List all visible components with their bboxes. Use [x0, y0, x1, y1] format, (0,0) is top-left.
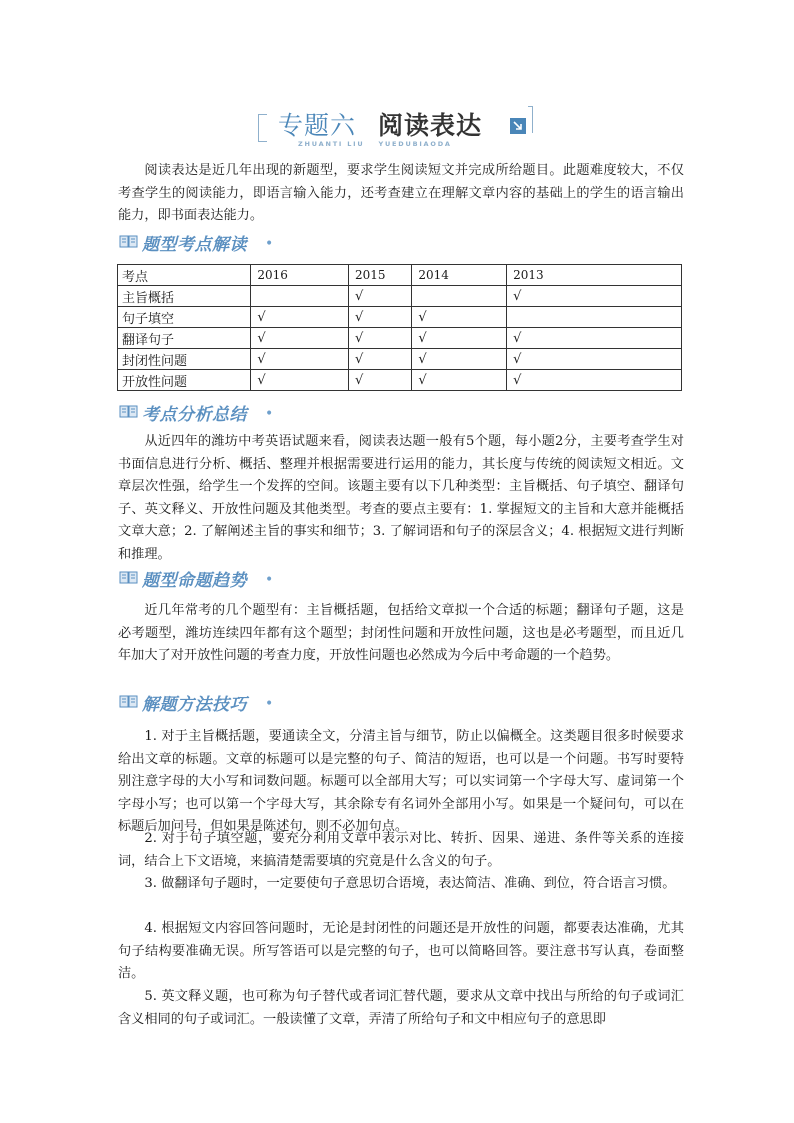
table-check-cell: √: [507, 328, 682, 349]
table-check-cell: √: [251, 328, 349, 349]
dot-icon: •: [265, 696, 274, 712]
method-paragraph-3: 3. 做翻译句子题时，一定要使句子意思切合语境，表达简洁、准确、到位，符合语言习惯。: [144, 876, 676, 891]
analysis-paragraph: 从近四年的潍坊中考英语试题来看，阅读表达题一般有5个题，每小题2分，主要考查学生对书面信息进行分析、概括、整理并根据需要进行运用的能力，其长度与传统的阅读短文相近。文章层次性强，给学生一个发挥的空间。该题主要有以下几种类型：主旨概括、句子填空、翻译句子、英文释义、开放性问题及其他类型。考查的要点主要有：1. 掌握短文的主旨和大意并能概括文章大意；2. 了解阐述主旨的事实和细节；3. 了解词语和句子的深层含义；4. 根据短文进行判断和推理。: [118, 434, 684, 562]
book-icon: [119, 234, 139, 250]
table-check-cell: √: [412, 328, 507, 349]
table-check-cell: √: [507, 286, 682, 307]
table-row-label: 开放性问题: [118, 370, 251, 391]
table-check-cell: [412, 286, 507, 307]
table-check-cell: [507, 307, 682, 328]
pinyin-2: YUEDUBIAODA: [378, 140, 452, 148]
table-check-cell: √: [349, 286, 412, 307]
table-check-cell: √: [251, 349, 349, 370]
arrow-icon: [510, 118, 526, 134]
table-check-cell: √: [507, 349, 682, 370]
table-check-cell: √: [349, 307, 412, 328]
table-header-cell: 2015: [349, 265, 412, 286]
table-check-cell: √: [251, 370, 349, 391]
book-icon: [119, 570, 139, 586]
section-title: 题型考点解读: [142, 235, 247, 255]
method-paragraph-5: 5. 英文释义题，也可称为句子替代或者词汇替代题，要求从文章中找出与所给的句子或词汇含义相同的句子或词汇。一般读懂了文章，弄清了所给句子和文中相应句子的意思即: [118, 989, 684, 1027]
trend-paragraph: 近几年常考的几个题型有：主旨概括题，包括给文章拟一个合适的标题；翻译句子题，这是必考题型，潍坊连续四年都有这个题型；封闭性问题和开放性问题，这也是必考题型，而且近几年加大了对开放性问题的考查力度，开放性问题也必然成为今后中考命题的一个趋势。: [118, 603, 684, 664]
table-row-label: 句子填空: [118, 307, 251, 328]
title-banner: [258, 104, 538, 152]
table-row: [118, 349, 682, 370]
book-icon: [119, 694, 139, 710]
title-frame-left: [258, 114, 267, 142]
page-title: [278, 106, 482, 142]
table-check-cell: √: [349, 370, 412, 391]
table-check-cell: √: [412, 370, 507, 391]
dot-icon: •: [265, 236, 274, 252]
table-row-label: 封闭性问题: [118, 349, 251, 370]
table-row-label: 主旨概括: [118, 286, 251, 307]
table-header-row: [118, 265, 682, 286]
table-check-cell: √: [251, 307, 349, 328]
section-heading-2: [119, 400, 279, 424]
exam-points-table: [117, 264, 682, 391]
title-pinyin: [298, 140, 466, 148]
intro-paragraph: 阅读表达是近几年出现的新题型，要求学生阅读短文并完成所给题目。此题难度较大，不仅考查学生的阅读能力，即语言输入能力，还考查建立在理解文章内容的基础上的学生的语言输出能力，即书面表达能力。: [118, 163, 684, 224]
table-row: [118, 286, 682, 307]
section-title: 考点分析总结: [142, 405, 247, 425]
section-heading-3: [119, 566, 279, 590]
table-row: [118, 370, 682, 391]
title-topic-name: 阅读表达: [378, 111, 483, 140]
dot-icon: •: [265, 572, 274, 588]
section-title: 题型命题趋势: [142, 571, 247, 591]
table-check-cell: √: [349, 349, 412, 370]
table-check-cell: √: [412, 349, 507, 370]
book-icon: [119, 404, 139, 420]
table-check-cell: [251, 286, 349, 307]
table-check-cell: √: [507, 370, 682, 391]
table-header-cell: 2014: [412, 265, 507, 286]
table-row: [118, 307, 682, 328]
title-frame-right: [528, 106, 533, 133]
table-check-cell: √: [412, 307, 507, 328]
table-check-cell: √: [349, 328, 412, 349]
table-row-label: 翻译句子: [118, 328, 251, 349]
title-topic-number: 专题六: [278, 111, 357, 140]
section-heading-4: [119, 690, 279, 714]
method-paragraph-4: 4. 根据短文内容回答问题时，无论是封闭性的问题还是开放性的问题，都要表达准确，尤其句子结构要准确无误。所写答语可以是完整的句子，也可以简略回答。要注意书写认真，卷面整洁。: [118, 921, 684, 982]
table-header-cell: 2013: [507, 265, 682, 286]
section-title: 解题方法技巧: [142, 695, 247, 715]
table-row: [118, 328, 682, 349]
section-heading-1: [119, 230, 279, 254]
method-paragraph-2: 2. 对于句子填空题，要充分利用文章中表示对比、转折、因果、递进、条件等关系的连接词，结合上下文语境，来搞清楚需要填的究竟是什么含义的句子。: [118, 831, 684, 869]
dot-icon: •: [265, 406, 274, 422]
table-header-cell: 考点: [118, 265, 251, 286]
pinyin-1: ZHUANTI LIU: [298, 140, 365, 148]
table-header-cell: 2016: [251, 265, 349, 286]
method-paragraph-1: 1. 对于主旨概括题，要通读全文，分清主旨与细节，防止以偏概全。这类题目很多时候要求给出文章的标题。文章的标题可以是完整的句子、简洁的短语，也可以是一个问题。书写时要特别注意字母的大小写和词数问题。标题可以全部用大写；可以实词第一个字母大写、虚词第一个字母小写；也可以第一个字母大写，其余除专有名词外全部用小写。如果是一个疑问句，可以在标题后加问号，但如果是陈述句，则不必加句点。: [118, 729, 684, 835]
